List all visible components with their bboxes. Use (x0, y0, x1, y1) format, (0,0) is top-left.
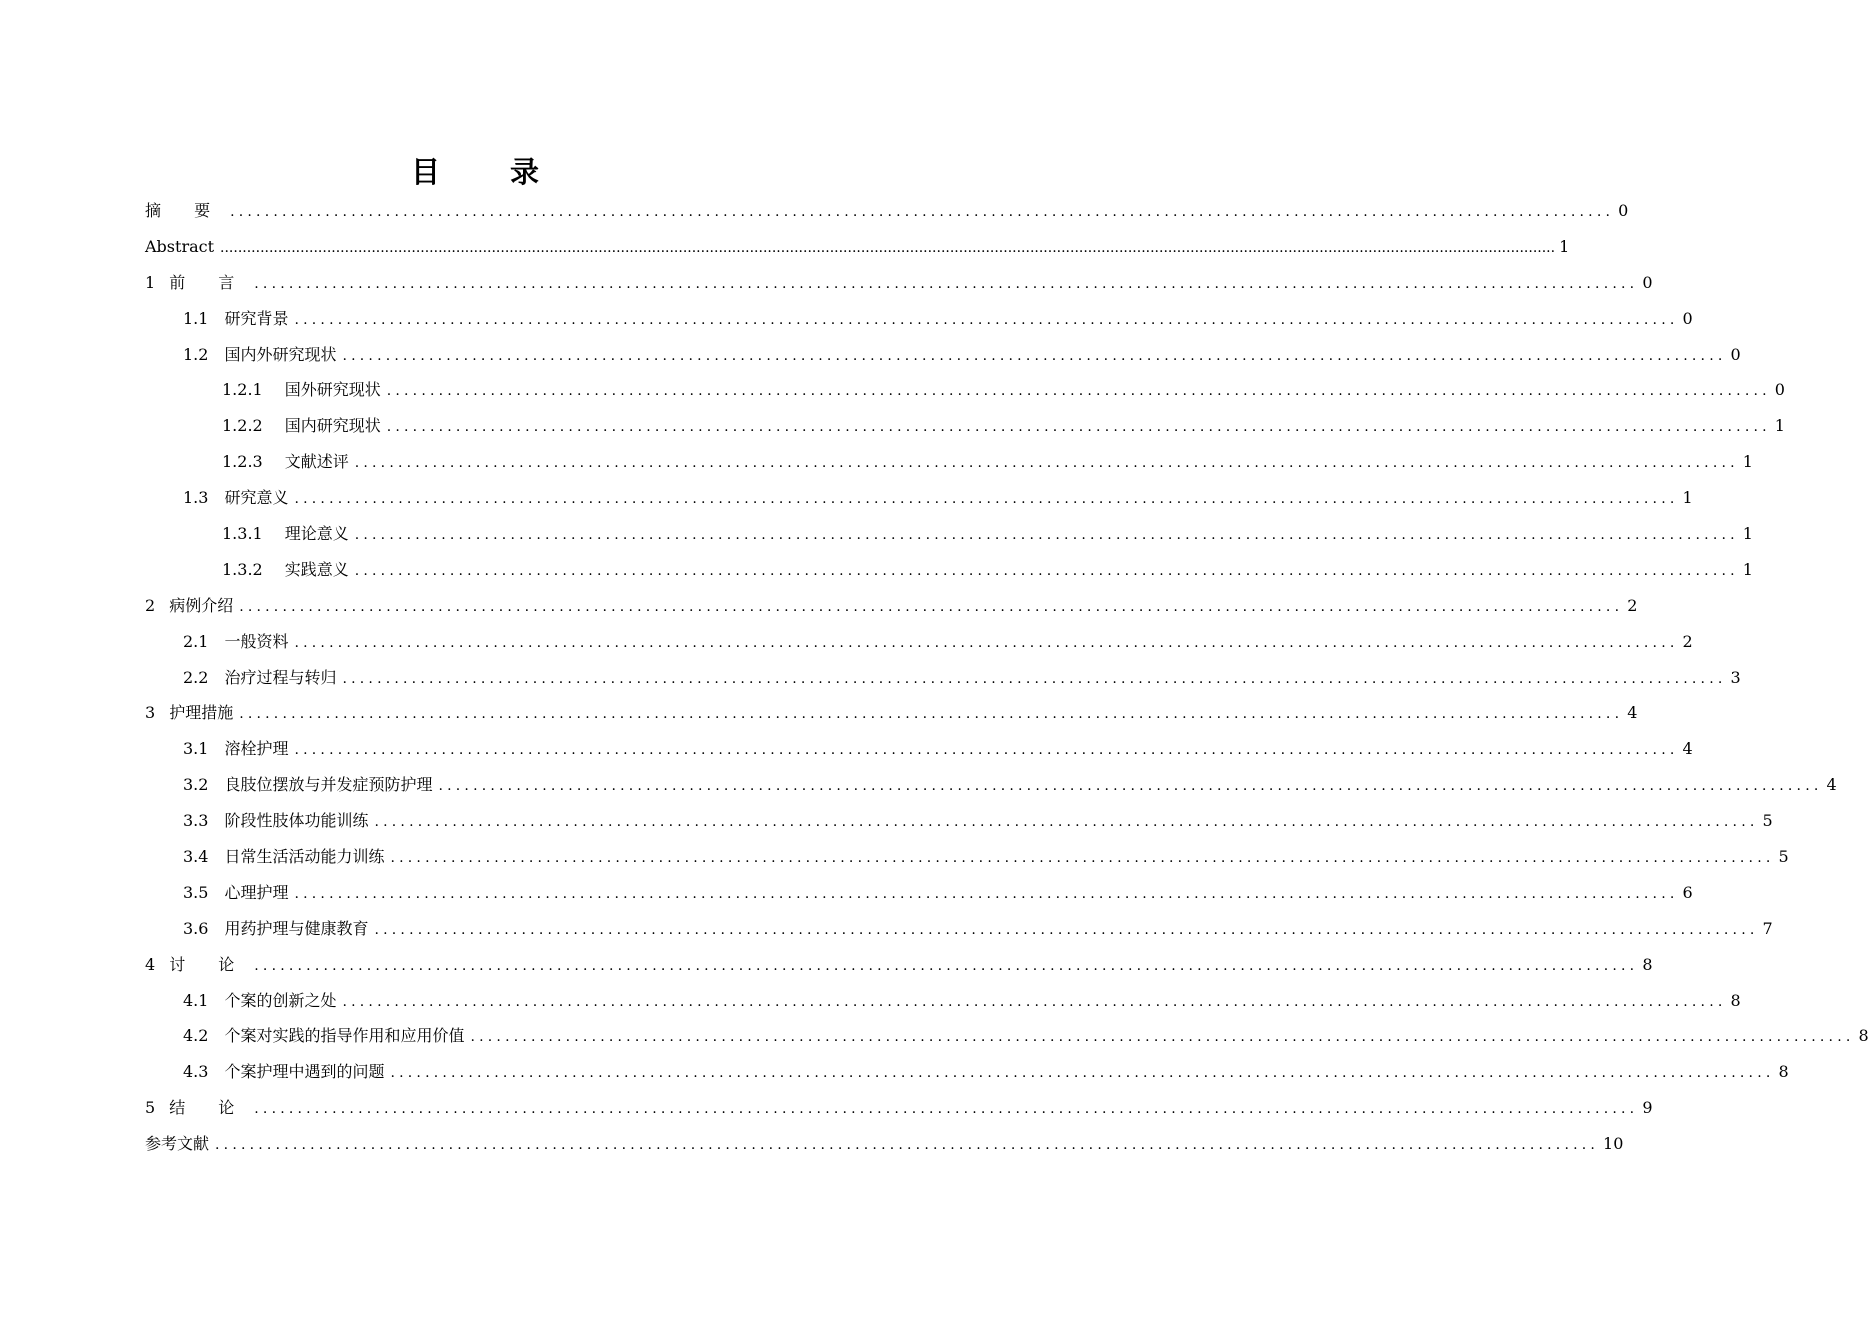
toc-leader: ................................................................................................................................................................ (239, 706, 1624, 723)
toc-entry-label: 阶段性肢体功能训练 (224, 811, 369, 831)
toc-entry-label: 国外研究现状 (284, 380, 381, 400)
toc-entry-number: 3.3 (183, 811, 209, 831)
toc-entry-3-2[interactable] (145, 770, 1837, 806)
toc-entry-number: 1.3 (183, 488, 209, 508)
toc-leader: ................................................................................................................................................................ (230, 204, 1615, 220)
toc-entry-label: 实践意义 (284, 559, 349, 579)
toc-entry-1-2-3[interactable] (145, 447, 1753, 483)
toc-entry-number: 1.2.2 (222, 416, 263, 436)
toc-leader: ................................................................................................................................................................ (254, 957, 1639, 974)
toc-entry-label: 研究背景 (224, 308, 289, 328)
toc-page-number: 0 (1618, 201, 1629, 220)
toc-leader: ................................................................................................................................................................ (294, 491, 1679, 508)
toc-leader: ................................................................................................................................................................ (342, 993, 1727, 1010)
toc-page-number: 0 (1682, 308, 1693, 328)
toc-entry-number: 3.5 (183, 882, 209, 902)
toc-entry-label: 心理护理 (224, 882, 289, 902)
toc-leader: ................................................................................................................................................................ (254, 1101, 1639, 1118)
toc-page-number: 7 (1762, 918, 1773, 938)
toc-entry-number: 2.2 (183, 667, 209, 687)
toc-leader: ................................................................................................................................................................ (390, 1065, 1775, 1082)
toc-entry-label: 病例介绍 (169, 595, 234, 615)
toc-entry-label: 文献述评 (284, 452, 349, 472)
toc-entry-1-2-2[interactable] (145, 411, 1785, 447)
toc-page-number: 2 (1682, 631, 1693, 651)
toc-entry-number: 3 (145, 703, 156, 723)
toc-entry-label: 个案对实践的指导作用和应用价值 (224, 1026, 465, 1046)
toc-leader: ................................................................................................................................................................ (354, 527, 1739, 544)
toc-entry-4-1[interactable] (145, 986, 1741, 1022)
toc-entry-abstract-en[interactable] (145, 232, 1570, 268)
toc-page-number: 5 (1762, 811, 1773, 831)
toc-leader: ................................................................................................................................................................ (294, 885, 1679, 902)
toc-entry-number: 3.2 (183, 775, 209, 795)
toc-entry-number: 2 (145, 595, 156, 615)
toc-entry-label: 治疗过程与转归 (224, 667, 337, 687)
toc-entry-abstract-zh[interactable] (145, 196, 1629, 232)
toc-entry-1-3-2[interactable] (145, 555, 1753, 591)
toc-entry-label: 国内外研究现状 (224, 344, 337, 364)
toc-page-number: 1 (1742, 452, 1753, 472)
toc-page-number: 1 (1742, 559, 1753, 579)
toc-leader: ................................................................................................................................................................ (294, 311, 1679, 328)
toc-leader: ................................................................................................................................................................ (294, 742, 1679, 759)
toc-entry-1-2[interactable] (145, 340, 1741, 376)
toc-entry-number: 4.1 (183, 990, 209, 1010)
toc-entry-label: 良肢位摆放与并发症预防护理 (224, 775, 433, 795)
toc-leader: ................................................................................................................................................................ (354, 562, 1739, 579)
toc-page-number: 8 (1858, 1026, 1869, 1046)
toc-entry-references[interactable] (145, 1129, 1624, 1165)
toc-entry-1-3[interactable] (145, 483, 1693, 519)
toc-entry-label: 国内研究现状 (284, 416, 381, 436)
toc-entry-label: 用药护理与健康教育 (224, 918, 369, 938)
toc-leader: ................................................................................................................................................................ (342, 347, 1727, 364)
toc-entry-3-1[interactable] (145, 734, 1693, 770)
toc-entry-2[interactable] (145, 591, 1638, 627)
toc-leader: ............................................................................................................................................................................................................................................................................................................ (220, 239, 1556, 256)
toc-page-number: 9 (1642, 1098, 1653, 1118)
toc-page-number: 8 (1642, 954, 1653, 974)
toc-entry-label: 摘 要 (145, 201, 225, 220)
toc-entry-number: 2.1 (183, 631, 209, 651)
toc-entry-number: 1.3.2 (222, 559, 263, 579)
toc-entry-5[interactable] (145, 1093, 1653, 1129)
toc-page-number: 1 (1742, 524, 1753, 544)
toc-page-number: 3 (1730, 667, 1741, 687)
toc-leader: ................................................................................................................................................................ (386, 383, 1771, 400)
toc-page-number: 0 (1730, 344, 1741, 364)
toc-page-number: 8 (1778, 1062, 1789, 1082)
toc-page-number: 4 (1826, 775, 1837, 795)
toc-leader: ................................................................................................................................................................ (470, 1029, 1855, 1046)
toc-leader: ................................................................................................................................................................ (215, 1137, 1600, 1154)
toc-entry-number: 3.6 (183, 918, 209, 938)
table-of-contents (145, 196, 1869, 1165)
toc-entry-4[interactable] (145, 950, 1653, 986)
toc-entry-label: Abstract (145, 236, 215, 256)
toc-entry-number: 1.2 (183, 344, 209, 364)
toc-entry-2-2[interactable] (145, 663, 1741, 699)
toc-entry-1-2-1[interactable] (145, 375, 1785, 411)
toc-entry-number: 4.2 (183, 1026, 209, 1046)
toc-entry-3-6[interactable] (145, 914, 1773, 950)
toc-entry-number: 1.3.1 (222, 524, 263, 544)
toc-page-number: 4 (1627, 703, 1638, 723)
toc-entry-2-1[interactable] (145, 627, 1693, 663)
toc-entry-3[interactable] (145, 698, 1638, 734)
toc-entry-label: 一般资料 (224, 631, 289, 651)
toc-entry-number: 3.4 (183, 847, 209, 867)
toc-leader: ................................................................................................................................................................ (239, 598, 1624, 615)
toc-entry-1-1[interactable] (145, 304, 1693, 340)
toc-entry-label: 溶栓护理 (224, 739, 289, 759)
toc-entry-label: 讨 论 (169, 954, 249, 974)
toc-entry-label: 个案的创新之处 (224, 990, 337, 1010)
toc-leader: ................................................................................................................................................................ (386, 419, 1771, 436)
toc-leader: ................................................................................................................................................................ (438, 778, 1823, 795)
toc-page-number: 1 (1559, 236, 1570, 256)
toc-entry-4-2[interactable] (145, 1021, 1869, 1057)
toc-leader: ................................................................................................................................................................ (374, 921, 1759, 938)
toc-entry-number: 1.2.1 (222, 380, 263, 400)
toc-entry-number: 1.1 (183, 308, 209, 328)
toc-entry-1-3-1[interactable] (145, 519, 1753, 555)
toc-page-number: 0 (1642, 272, 1653, 292)
toc-entry-label: 个案护理中遇到的问题 (224, 1062, 385, 1082)
toc-entry-label: 护理措施 (169, 703, 234, 723)
toc-page-number: 4 (1682, 739, 1693, 759)
toc-leader: ................................................................................................................................................................ (390, 850, 1775, 867)
toc-title: 目 录 (410, 155, 570, 189)
toc-entry-label: 前 言 (169, 272, 249, 292)
toc-entry-number: 4 (145, 954, 156, 974)
toc-entry-number: 1 (145, 272, 156, 292)
toc-entry-4-3[interactable] (145, 1057, 1789, 1093)
toc-entry-label: 结 论 (169, 1098, 249, 1118)
toc-page-number: 6 (1682, 882, 1693, 902)
toc-entry-number: 5 (145, 1098, 156, 1118)
toc-entry-label: 日常生活活动能力训练 (224, 847, 385, 867)
toc-leader: ................................................................................................................................................................ (254, 275, 1639, 292)
toc-page-number: 1 (1682, 488, 1693, 508)
toc-page-number: 5 (1778, 847, 1789, 867)
toc-entry-number: 1.2.3 (222, 452, 263, 472)
toc-page-number: 10 (1603, 1134, 1624, 1154)
toc-entry-label: 参考文献 (145, 1134, 210, 1154)
toc-leader: ................................................................................................................................................................ (354, 455, 1739, 472)
toc-leader: ................................................................................................................................................................ (374, 814, 1759, 831)
toc-leader: ................................................................................................................................................................ (342, 670, 1727, 687)
toc-page-number: 8 (1730, 990, 1741, 1010)
toc-page-number: 1 (1774, 416, 1785, 436)
toc-entry-label: 研究意义 (224, 488, 289, 508)
toc-entry-3-5[interactable] (145, 878, 1693, 914)
toc-entry-3-3[interactable] (145, 806, 1773, 842)
toc-leader: ................................................................................................................................................................ (294, 634, 1679, 651)
toc-entry-number: 4.3 (183, 1062, 209, 1082)
toc-entry-1[interactable] (145, 268, 1653, 304)
toc-page-number: 0 (1774, 380, 1785, 400)
toc-entry-number: 3.1 (183, 739, 209, 759)
toc-entry-label: 理论意义 (284, 524, 349, 544)
toc-entry-3-4[interactable] (145, 842, 1789, 878)
toc-page-number: 2 (1627, 595, 1638, 615)
